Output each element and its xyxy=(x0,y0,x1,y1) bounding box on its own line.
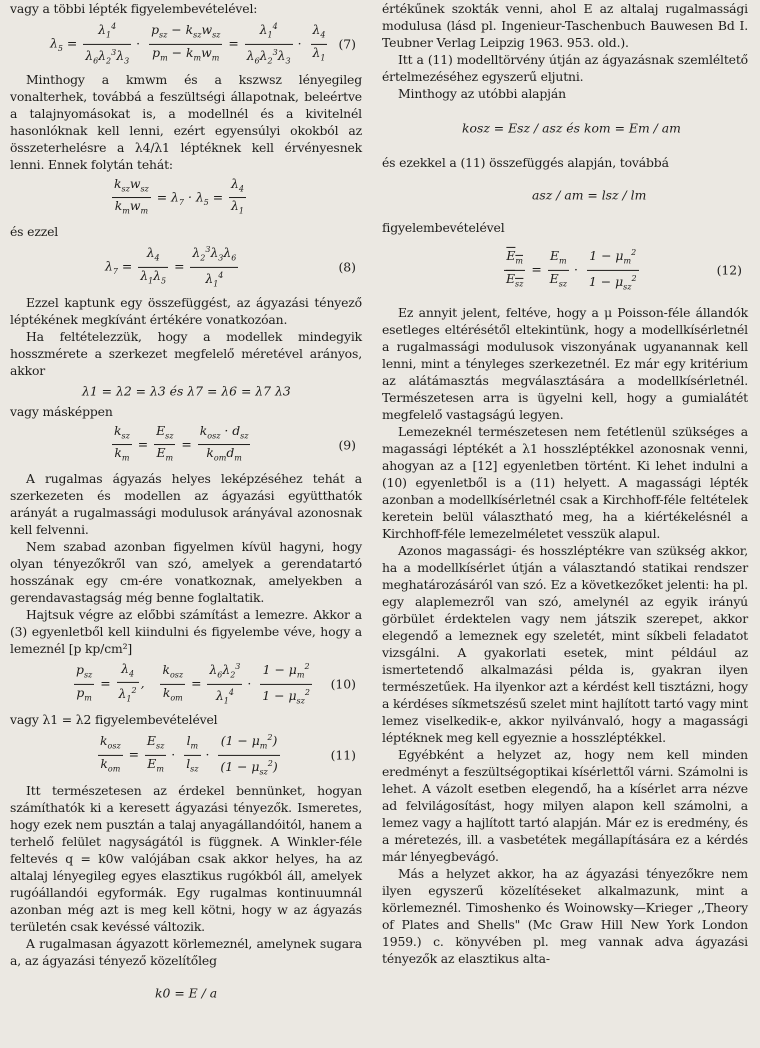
equation-text: kosz = Esz / asz és kom = Em / am xyxy=(462,120,681,136)
paragraph: Itt a (11) modelltörvény útján az ágyazásnak szemléltető értelmezéséhez egyszerű eljutni. xyxy=(382,52,748,84)
paragraph: és ezzel xyxy=(10,224,59,239)
paragraph: értékűnek szokták venni, ahol E az altalaj rugalmassági modulusa (lásd pl. Ingenieur-Taschenbuch Bauwesen Bd I. Teubner Verlag Leipzig 1963. 953. old.). xyxy=(382,1,748,50)
equation-k0 xyxy=(10,973,362,1013)
equation-number: (10) xyxy=(330,676,356,692)
right-column xyxy=(382,0,748,967)
paragraph: vagy a többi lépték figyelembevételével: xyxy=(10,1,258,16)
equation-10: $\frac{p_{sz}}{p_m}$ = $\frac{\lambda_4}{\lambda_1^2}$ , $\frac{k_{osz}}{k_{om}}$ = $\frac{\lambda_6\lambda_2^3}{\lambda_1^4}$ · $\frac{1 - \mu_m^2}{1 - \mu_{sz}^2}$ (10) xyxy=(76,660,356,706)
paragraph: és ezekkel a (11) összefüggés alapján, továbbá xyxy=(382,155,669,170)
equation-text: λ1 = λ2 = λ3 és λ7 = λ6 = λ7 λ3 xyxy=(82,383,291,399)
paragraph: Ezzel kaptunk egy összefüggést, az ágyazási tényező léptékének megkívánt értékére vonatkozóan. xyxy=(10,295,362,327)
paragraph: Ez annyit jelent, feltéve, hogy a μ Poisson-féle állandók esetleges eltérésétől eltekintünk, hogy a modellkísérletnél a rugalmassági modulusok viszonyának ugyanannak kell lenni, mint a tényleges szerkezetnél. Ez már egy kritérium az alátámasztás megválasztására a modellkísérletnél. Természetesen arra is ügyelni kell, hogy a gumialátét megfelelő vastagságú legyen. xyxy=(382,305,748,422)
equation-kosz xyxy=(382,106,748,150)
paragraph: vagy λ1 = λ2 figyelembevételével xyxy=(10,712,218,727)
equation-text: k0 = E / a xyxy=(155,985,218,1001)
paragraph: A rugalmasan ágyazott körlemeznél, amelynek sugara a, az ágyazási tényező közelítőleg xyxy=(10,936,362,968)
paragraph: Minthogy a kmwm és a kszwsz lényegileg vonalterhek, továbbá a feszültségi állapotnak, beleértve a talajnyomásokat is, a modellnél és a kivitelnél hasonlóknak kell lenni, ezért egyensúlyi okokból az összeterhelésre a λ4/λ1 léptéknek kell érvényesnek lenni. Ennek folytán tehát: xyxy=(10,72,362,172)
left-column xyxy=(10,0,362,1017)
equation-number: (12) xyxy=(716,262,742,278)
paragraph: vagy másképpen xyxy=(10,404,113,419)
paragraph: Minthogy az utóbbi alapján xyxy=(398,86,566,101)
paragraph: Más a helyzet akkor, ha az ágyazási tényezőkre nem ilyen egyszerű közelítéseket alkalmazunk, mint a körlemeznél. Timoshenko és Woinowsky—Krieger ,,Theory of Plates and Shells" (Mc Graw Hill New York London 1959.) c. könyvében pl. meg vannak adva ágyazási tényezők az elasztikus alta- xyxy=(382,866,748,966)
equation-9: $\frac{k_{sz}}{k_m}$ = $\frac{E_{sz}}{E_m}$ = $\frac{k_{osz} \cdot d_{sz}}{k_{om}d_m}$ (9) xyxy=(114,423,356,463)
equation-asz xyxy=(382,175,748,215)
paragraph: Hajtsuk végre az előbbi számítást a lemezre. Akkor a (3) egyenletből kell kiindulni és figyelembe véve, hogy a lemeznél [p kp/cm²] xyxy=(10,607,362,656)
equation-11: $\frac{k_{osz}}{k_{om}}$ = $\frac{E_{sz}}{E_m}$ · $\frac{l_m}{l_{sz}}$ · $\frac{(1 - \mu_m^2)}{(1 - \mu_{sz}^2)}$ (11) xyxy=(10,732,362,778)
equation-number: (11) xyxy=(330,747,356,763)
paragraph: Azonos magassági- és hosszléptékre van szükség akkor, ha a modellkísérlet útján a választandó statikai rendszer meghatározásáról van szó. Ez a következőket jelenti: ha pl. egy alaplemezről van szó, amelynél az egyik irányú görbület érdektelen vagy nem játszik szerepet, akkor elegendő a lemeznek egy szeletét, mint síkbeli feladatot vizsgálni. A gyakorlati esetek, mint például az ismertetendő alkalmazási példa is, gyakran ilyen természetűek. Ha ilyenkor azt a kérdést kell tisztázni, hogy a kérdéses síkmetszésű szelet mint hajlított tartó vagy mint lemez viselkedik-e, akkor nyilvánvaló, hogy a magassági léptéknek meg kell egyeznie a hosszléptékkel. xyxy=(382,543,748,745)
equation-ratio-lambda xyxy=(10,381,362,401)
equation-number: (9) xyxy=(338,437,356,453)
equation-ratio-ksz: $\frac{k_{sz}w_{sz}}{k_mw_m}$ = $\lambda_7 \cdot \lambda_5$ = $\frac{\lambda_4}{\lambda_1}$ xyxy=(114,176,244,216)
equation-12: $\frac{E_m}{E_{sz}}$ = $\frac{E_m}{E_{sz}}$ · $\frac{1 - \mu_m^2}{1 - \mu_{sz}^2}$ (12) xyxy=(382,240,748,300)
equation-number: (7) xyxy=(338,36,356,52)
equation-text: asz / am = lsz / lm xyxy=(532,187,647,203)
equation-number: (8) xyxy=(338,259,356,275)
paragraph: Ha feltételezzük, hogy a modellek mindegyik hosszmérete a szerkezet megfelelő méretével arányos, akkor xyxy=(10,329,362,378)
paragraph: Egyébként a helyzet az, hogy nem kell minden eredményt a feszültségoptikai kísérlettől várni. Számolni is lehet. A vázolt esetben elegendő, ha a kísérlet arra nézve ad felvilágosítást, hogy milyen alapon kell számolni, a lemez vagy a hajlított tartó alapján. Már ez is eredmény, és a méretezés, ill. a vasbetétek megállapítására ez a kérdés már lényegbevágó. xyxy=(382,747,748,864)
paragraph: Nem szabad azonban figyelmen kívül hagyni, hogy olyan tényezőkről van szó, amelyek a gerendatartó hosszának egy cm-ére vonatkoznak, amelyekben a gerendavastagság még benne foglaltatik. xyxy=(10,539,362,605)
equation-8: $\lambda_7$ = $\frac{\lambda_4}{\lambda_1\lambda_5}$ = $\frac{\lambda_2^3\lambda_3\lambda_6}{\lambda_1^4}$ (8) xyxy=(10,244,362,290)
paragraph: figyelembevételével xyxy=(382,220,505,235)
paragraph: A rugalmas ágyazás helyes leképzéséhez tehát a szerkezeten és modellen az ágyazási együtthatók arányát a rugalmassági modulusok arányával azonosnak kell felvenni. xyxy=(10,471,362,537)
paragraph: Itt természetesen az érdekel bennünket, hogyan számíthatók ki a keresett ágyazási tényezők. Ismeretes, hogy ezek nem pusztán a talaj anyagállandóitól, hanem a terhelő felület nagyságától is függnek. A Winkler-féle feltevés q = k0w valójában csak akkor helyes, ha az altalaj lényegileg egyes elasztikus rugókból áll, amelyek rugóállandói egyformák. Egy rugalmas kontinuumnál azonban még azt is meg kell kötni, hogy w az ágyazás területén csak kevéssé változik. xyxy=(10,783,362,934)
paragraph: Lemezeknél természetesen nem fetétlenül szükséges a magassági léptékét a λ1 hosszléptékkel azonosnak venni, ahogyan az a [12] egyenletben történt. Ki lehet indulni a (10) egyenletből is a (11) helyett. A magassági lépték azonban a modellkísérletnél csak a Kirchhoff-féle feltételek keretein belül választható meg, ha a kiértékelésnél a Kirchhoff-féle lemezelméletet vesszük alapul. xyxy=(382,424,748,541)
equation-7: $\lambda_5$ = $\frac{\lambda_1^4}{\lambda_6\lambda_2^3\lambda_3}$ · $\frac{p_{sz} - k_{sz}w_{sz}}{p_m - k_mw_m}$ = $\frac{\lambda_1^4}{\lambda_6\lambda_2^3\lambda_3}$ · $\frac{\lambda_4}{\lambda_1}$ (7) xyxy=(10,21,362,67)
